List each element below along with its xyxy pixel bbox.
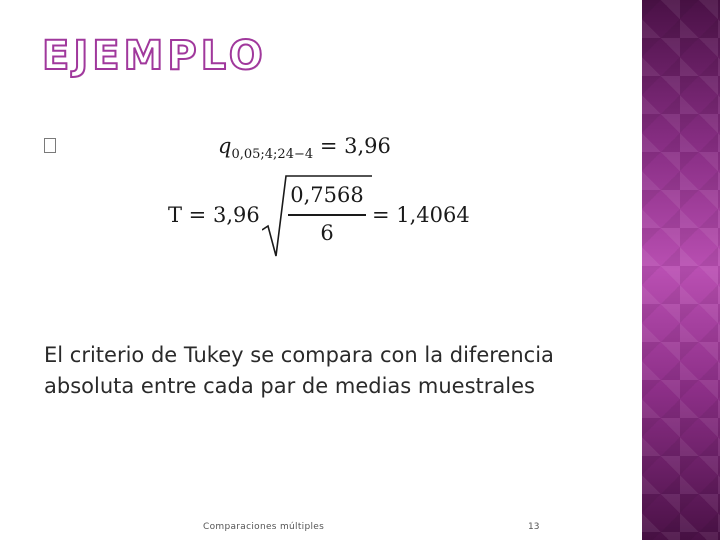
fraction-numerator: 0,7568 xyxy=(290,183,364,207)
page-number: 13 xyxy=(528,522,540,532)
fraction-denominator: 6 xyxy=(320,221,334,245)
slide-title: EJEMPLO xyxy=(42,33,267,79)
body-paragraph: El criterio de Tukey se compara con la diferencia absoluta entre cada par de medias muestrales xyxy=(44,343,554,398)
q-result: = 3,96 xyxy=(319,134,391,158)
equation-t-result: = 1,4064 xyxy=(372,203,470,227)
bullet-icon xyxy=(44,138,56,153)
fraction-bar xyxy=(288,214,366,216)
equation-t-lhs xyxy=(168,203,260,227)
q-subscript: 0,05;4;24−4 xyxy=(231,147,314,162)
footer-label: Comparaciones múltiples xyxy=(203,522,325,532)
decorative-side-band xyxy=(642,0,720,540)
equation-q-value xyxy=(218,134,391,162)
t-lhs-text: T = 3,96 xyxy=(168,203,260,227)
q-symbol: q xyxy=(218,134,232,158)
